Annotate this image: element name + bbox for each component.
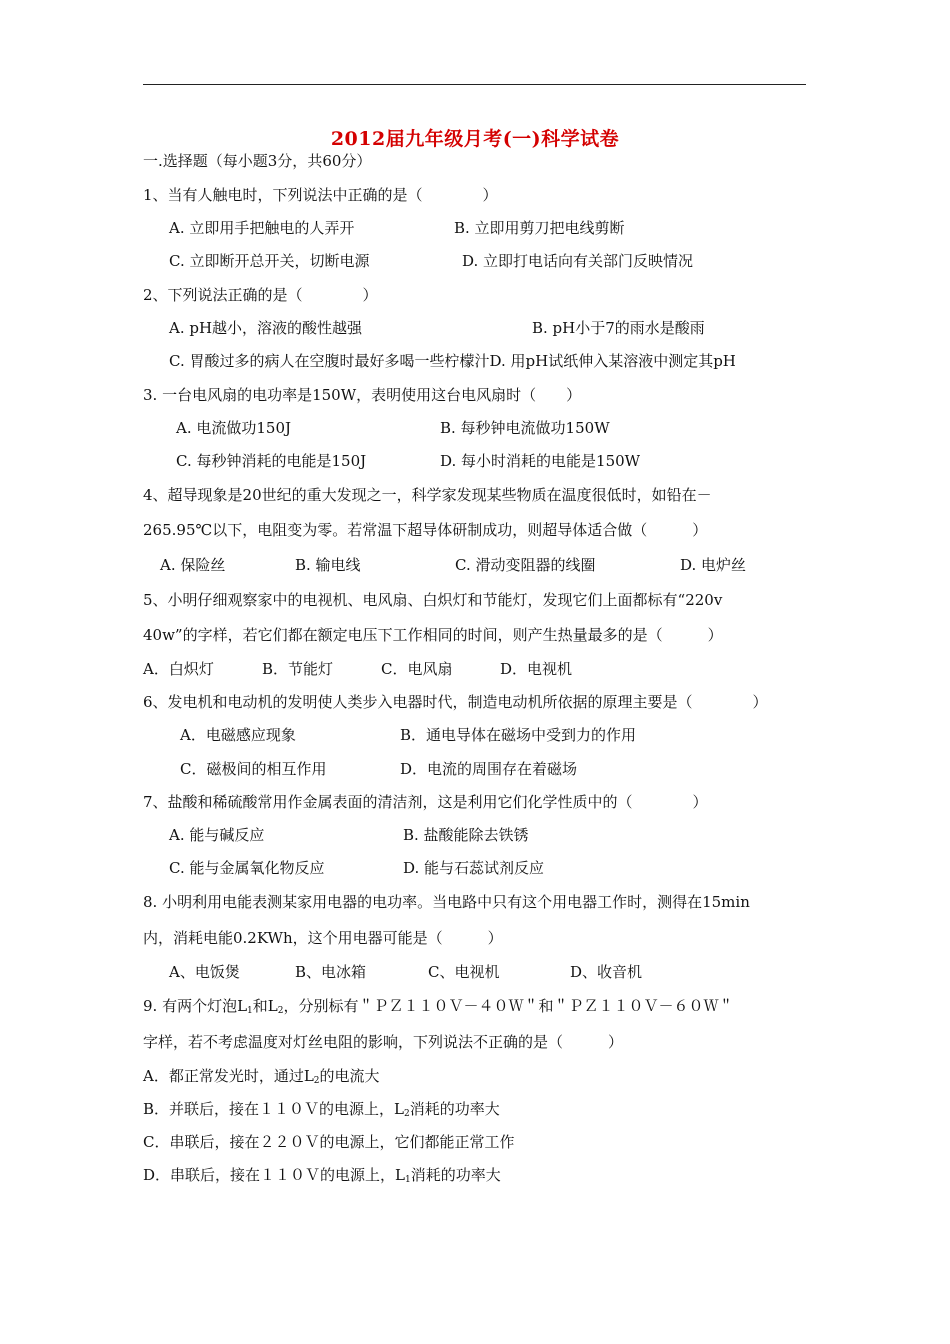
q1-option-a: A. 立即用手把触电的人弄开 bbox=[169, 219, 355, 237]
q3-option-c: C. 每秒钟消耗的电能是150J bbox=[176, 452, 367, 470]
q5-option-b: B．节能灯 bbox=[262, 660, 334, 678]
header-rule bbox=[143, 84, 806, 85]
q7-option-b: B. 盐酸能除去铁锈 bbox=[403, 826, 529, 844]
q5-stem-line2: 40w”的字样，若它们都在额定电压下工作相同的时间，则产生热量最多的是（ ） bbox=[143, 626, 723, 644]
q3-stem: 3. 一台电风扇的电功率是150W，表明使用这台电风扇时（ ） bbox=[143, 386, 582, 404]
q4-option-c: C. 滑动变阻器的线圈 bbox=[455, 556, 596, 574]
q8-stem-line2: 内，消耗电能0.2KWh，这个用电器可能是（ ） bbox=[143, 929, 503, 947]
section-heading: 一.选择题（每小题3分，共60分） bbox=[143, 152, 372, 170]
q3-option-a: A. 电流做功150J bbox=[176, 419, 292, 437]
q2-option-a: A. pH越小，溶液的酸性越强 bbox=[169, 319, 363, 337]
q9-option-b: B．并联后，接在１１０Ｖ的电源上，$L_2$消耗的功率大 bbox=[143, 1100, 500, 1119]
q4-option-a: A. 保险丝 bbox=[160, 556, 226, 574]
q9-stem-line2: 字样，若不考虑温度对灯丝电阻的影响，下列说法不正确的是（ ） bbox=[143, 1033, 624, 1051]
q8-option-c: C、电视机 bbox=[428, 963, 500, 981]
q4-stem-line2: 265.95℃以下，电阻变为零。若常温下超导体研制成功，则超导体适合做（ ） bbox=[143, 521, 708, 539]
q8-option-a: A、电饭煲 bbox=[169, 963, 240, 981]
q8-option-d: D、收音机 bbox=[570, 963, 643, 981]
q3-option-d: D. 每小时消耗的电能是150W bbox=[440, 452, 641, 470]
q6-stem: 6、发电机和电动机的发明使人类步入电器时代，制造电动机所依据的原理主要是（ ） bbox=[143, 693, 768, 711]
q4-stem-line1: 4、超导现象是20世纪的重大发现之一，科学家发现某些物质在温度很低时，如铅在－ bbox=[143, 486, 712, 504]
q5-option-a: A．白炽灯 bbox=[143, 660, 214, 678]
q4-option-b: B. 输电线 bbox=[295, 556, 361, 574]
exam-title: 2012届九年级月考(一)科学试卷 bbox=[330, 128, 620, 150]
q1-option-d: D. 立即打电话向有关部门反映情况 bbox=[462, 252, 694, 270]
q2-option-c-d: C. 胃酸过多的病人在空腹时最好多喝一些柠檬汁D. 用pH试纸伸入某溶液中测定其pH bbox=[169, 352, 736, 370]
q5-option-c: C．电风扇 bbox=[381, 660, 453, 678]
q7-option-c: C. 能与金属氧化物反应 bbox=[169, 859, 325, 877]
q6-option-c: C．磁极间的相互作用 bbox=[180, 760, 327, 778]
q1-option-c: C. 立即断开总开关，切断电源 bbox=[169, 252, 370, 270]
q7-option-d: D. 能与石蕊试剂反应 bbox=[403, 859, 545, 877]
q3-option-b: B. 每秒钟电流做功150W bbox=[440, 419, 610, 437]
q9-option-d: D．串联后，接在１１０Ｖ的电源上，$L_1$消耗的功率大 bbox=[143, 1166, 501, 1185]
q2-option-b: B. pH小于7的雨水是酸雨 bbox=[532, 319, 705, 337]
q5-option-d: D．电视机 bbox=[500, 660, 573, 678]
q7-stem: 7、盐酸和稀硫酸常用作金属表面的清洁剂，这是利用它们化学性质中的（ ） bbox=[143, 793, 708, 811]
q4-option-d: D. 电炉丝 bbox=[680, 556, 747, 574]
q8-option-b: B、电冰箱 bbox=[295, 963, 367, 981]
q1-option-b: B. 立即用剪刀把电线剪断 bbox=[454, 219, 625, 237]
q9-option-a: A．都正常发光时，通过$L_2$的电流大 bbox=[143, 1067, 380, 1086]
q2-stem: 2、下列说法正确的是（ ） bbox=[143, 286, 378, 304]
q6-option-d: D．电流的周围存在着磁场 bbox=[400, 760, 578, 778]
q8-stem-line1: 8. 小明利用电能表测某家用电器的电功率。当电路中只有这个用电器工作时，测得在15min bbox=[143, 893, 750, 911]
q9-option-c: C．串联后，接在２２０Ｖ的电源上，它们都能正常工作 bbox=[143, 1133, 515, 1151]
q7-option-a: A. 能与碱反应 bbox=[169, 826, 265, 844]
q5-stem-line1: 5、小明仔细观察家中的电视机、电风扇、白炽灯和节能灯，发现它们上面都标有“220v bbox=[143, 591, 723, 609]
q9-stem-line1: 9. 有两个灯泡$L_1$和$L_2$，分别标有＂ＰＺ１１０Ｖ－４０Ｗ＂和＂ＰＺ１１０Ｖ－６０Ｗ＂ bbox=[143, 997, 734, 1016]
q1-stem: 1、当有人触电时，下列说法中正确的是（ ） bbox=[143, 186, 498, 204]
q6-option-a: A．电磁感应现象 bbox=[180, 726, 296, 744]
q6-option-b: B．通电导体在磁场中受到力的作用 bbox=[400, 726, 637, 744]
